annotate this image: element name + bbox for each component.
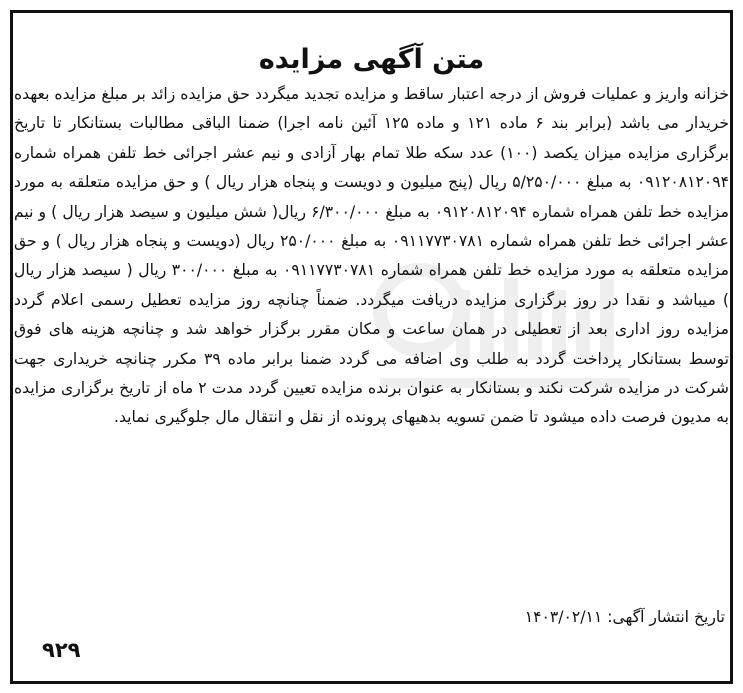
publish-date-label: تاریخ انتشار آگهی: bbox=[607, 608, 725, 626]
publish-date-line bbox=[525, 608, 725, 626]
notice-code: ۹۲۹ bbox=[42, 638, 81, 662]
publish-date-value: ۱۴۰۳/۰۲/۱۱ bbox=[524, 608, 603, 626]
notice-title: متن آگهی مزایده bbox=[258, 44, 485, 75]
notice-body: خزانه واریز و عملیات فروش از درجه اعتبار ساقط و مزایده تجدید میگردد حق مزایده زائد بر مبلغ مزایده بعهده خریدار می باشد (برابر بند ۶ ماده ۱۲۱ و ماده ۱۲۵ آئین نامه اجرا) ضمنا الباقی مطالبات بستانکار تا تاریخ برگزاری مزایده میزان یکصد (۱۰۰) عدد سکه طلا تمام بهار آزادی و نیم عشر اجرائی خط تلفن همراه شماره ۰۹۱۲۰۸۱۲۰۹۴ به مبلغ ۵/۲۵۰/۰۰۰ ریال (پنج میلیون و دویست و پنجاه هزار ریال ) و حق مزایده متعلقه به مورد مزایده خط تلفن همراه شماره ۰۹۱۲۰۸۱۲۰۹۴ به مبلغ ۶/۳۰۰/۰۰۰ ریال( شش میلیون و سیصد هزار ریال ) و نیم عشر اجرائی خط تلفن همراه شماره ۰۹۱۱۷۷۳۰۷۸۱ به مبلغ ۲۵۰/۰۰۰ ریال (دویست و پنجاه هزار ریال ) و حق مزایده متعلقه به مورد مزایده خط تلفن همراه شماره ۰۹۱۱۷۷۳۰۷۸۱ به مبلغ ۳۰۰/۰۰۰ ریال ( سیصد هزار ریال ) میباشد و نقدا در روز برگزاری مزایده دریافت میگردد. ضمناً چنانچه روز مزایده تعطیل رسمی اعلام گردد مزایده روز اداری بعد از تعطیلی در همان ساعت و مکان مقرر برگزار خواهد شد و چنانچه هزینه های فوق توسط بستانکار پرداخت گردد به طلب وی اضافه می گردد ضمنا برابر ماده ۳۹ مکرر چنانچه خریداری جهت شرکت در مزایده شرکت نکند و بستانکار به عنوان برنده مزایده تعیین گردد مدت ۲ ماه از تاریخ برگزاری مزایده به مدیون فرصت داده میشود تا ضمن تسویه بدهیهای پرونده از نقل و انتقال مال جلوگیری نماید. bbox=[14, 85, 730, 427]
